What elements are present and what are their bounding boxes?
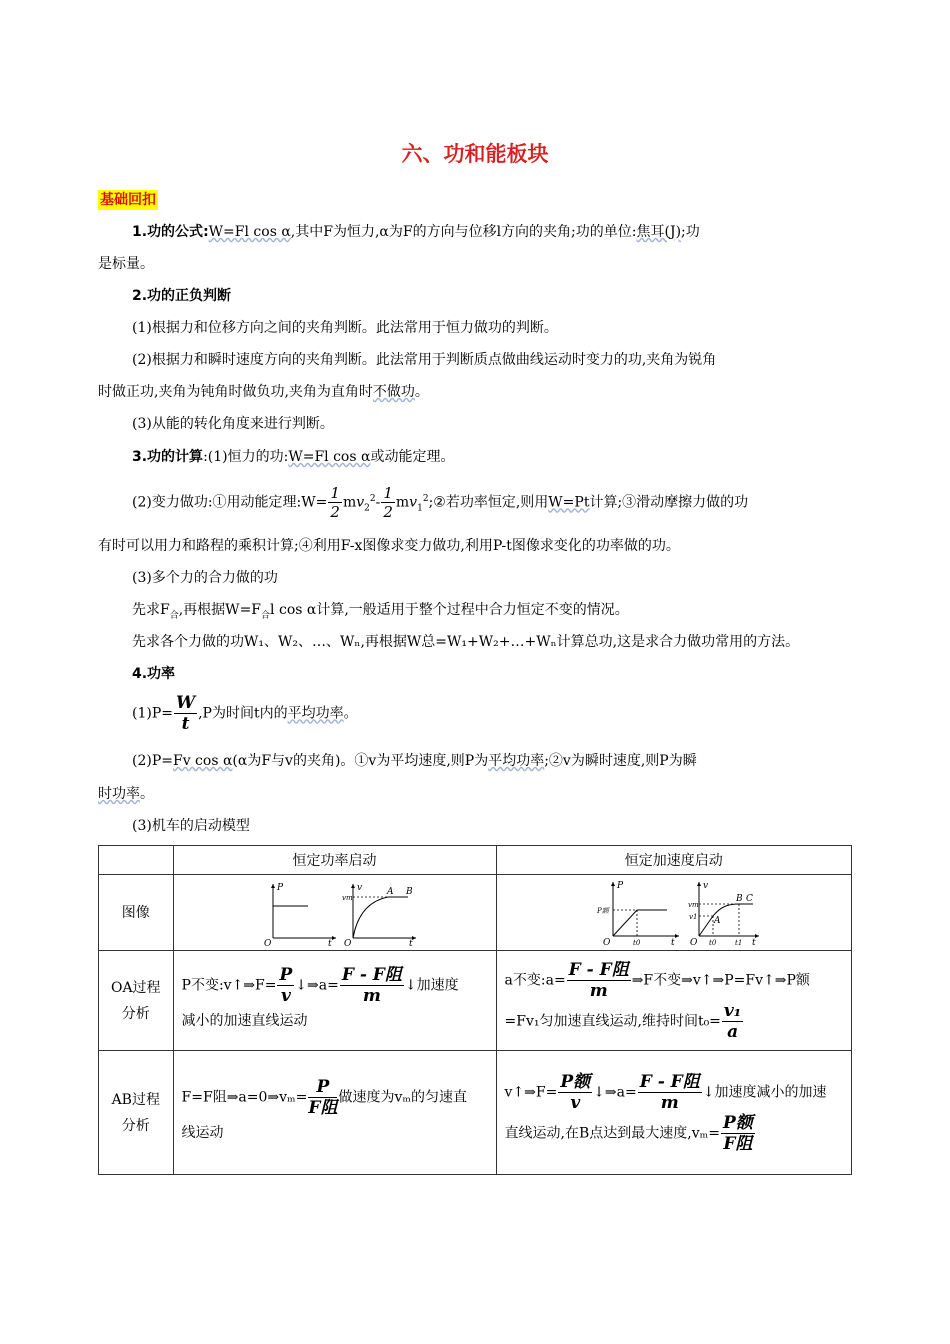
g2-point-b: B [405, 886, 413, 897]
section-badge: 基础回扣 [100, 192, 156, 208]
cell-accel-graphs [496, 875, 851, 951]
accel-graphs-svg [591, 878, 831, 948]
g2-xlabel: t [408, 938, 413, 946]
s4-p2-line2 [98, 783, 858, 805]
g4-vm: vm [687, 900, 699, 909]
ab2-b: ↓⇒a= [593, 1084, 637, 1100]
s4-p2-c: ;②v为瞬时速度,则P为瞬 [544, 753, 697, 769]
g4-point-c: C [745, 893, 753, 904]
power-num: W [175, 693, 196, 713]
s3-sub2: 2 [364, 503, 370, 514]
s1-colon: : [203, 224, 209, 240]
s1-line1 [132, 221, 892, 243]
oa1-line1 [182, 965, 488, 1006]
ab1-vm-frac [308, 1077, 337, 1118]
g1-xlabel: t [327, 938, 332, 946]
cell-power-graphs [173, 875, 496, 951]
g3-origin: O [602, 937, 610, 948]
oa1-force-frac [277, 965, 294, 1006]
col-constant-power: 恒定功率启动 [173, 846, 496, 875]
table-header-row [99, 846, 852, 875]
graph-v-t-accel [688, 881, 759, 948]
oa1-a: P不变:v↑⇒F= [181, 977, 277, 994]
ab2-a: v↑⇒F= [504, 1084, 558, 1100]
ab1-num: P [308, 1077, 337, 1098]
oa2-time-frac [722, 1001, 743, 1042]
s4-p2-a: (2)P= [132, 753, 173, 769]
power-den: t [181, 714, 190, 734]
s3-sub1: 1 [417, 503, 423, 514]
g3-ylabel: P [616, 880, 623, 891]
g3-p-rated: P额 [596, 906, 609, 915]
half-fraction [328, 484, 342, 521]
s4-p2-line2-text: 时功率 [98, 786, 140, 802]
s1-head: 功的公式 [147, 224, 204, 240]
ab2-vm-frac [721, 1113, 755, 1154]
s3-sup2b: 2 [422, 494, 429, 504]
graph-p-t-accel [596, 881, 679, 948]
s4-p2-emph1: 平均功率 [488, 753, 545, 769]
s1-num: 1. [132, 224, 148, 240]
g4-point-a: A [713, 915, 721, 926]
s4-p1 [132, 693, 892, 734]
s3-p4-b: ,再根据W=F [178, 602, 262, 618]
table-row-image [99, 875, 852, 951]
ab2-fnum: P额 [560, 1071, 591, 1092]
ab1-den: F阻 [308, 1098, 338, 1118]
g3-xlabel: t [670, 937, 675, 948]
g4-point-b: B [735, 893, 743, 904]
s3-p3: (3)多个力的合力做的功 [132, 570, 278, 586]
ab2-fden: v [570, 1092, 581, 1113]
table-row-oa [99, 951, 852, 1051]
s3-p2-formula: W=Pt [548, 494, 590, 511]
s3-m2: m [395, 494, 410, 511]
cell-ab-power [173, 1051, 496, 1175]
g4-t0: t0 [708, 938, 716, 947]
g4-origin: O [689, 937, 697, 948]
s3-p5: 先求各个力做的功W₁、W₂、…、Wₙ,再根据W总=W₁+W₂+…+Wₙ计算总功,这是求合力做功常用的方法。 [132, 634, 800, 650]
oa2-line1 [505, 960, 843, 1001]
ab2-vden: F阻 [723, 1133, 753, 1154]
s2-p2b-post: 。 [414, 384, 429, 400]
page-title: 六、功和能板块 [401, 142, 549, 166]
g2-ylabel: v [356, 882, 362, 893]
s2-p2b [98, 381, 858, 403]
ab2-vnum: P额 [722, 1112, 753, 1133]
s3-sup2: 2 [369, 494, 376, 504]
s3-p1-pre: :(1)恒力的功: [203, 449, 289, 465]
table-corner [99, 846, 174, 875]
s3-p2 [132, 480, 892, 527]
frac-num-2: 1 [383, 484, 393, 503]
s4-p2-end: 。 [140, 786, 154, 802]
ab2-accel-frac [638, 1072, 702, 1113]
oa2-accel-frac [567, 960, 631, 1001]
half-fraction-2 [381, 484, 395, 521]
s3-p2-b: ;②若功率恒定,则用 [428, 494, 549, 511]
col-constant-accel: 恒定加速度启动 [496, 846, 851, 875]
ab1-a: F=F阻⇒a=0⇒vₘ= [181, 1089, 308, 1106]
oa1-accel-frac [340, 965, 404, 1006]
oa2-den: m [589, 980, 608, 1001]
ab2-aden: m [660, 1092, 679, 1113]
s3-p4-he2: 合 [261, 610, 271, 621]
frac-num: 1 [330, 484, 340, 503]
s2-head: 2.功的正负判断 [132, 288, 232, 304]
g2-point-a: A [386, 886, 394, 897]
oa2-tnum: v₁ [723, 1000, 742, 1021]
frac-den: 2 [330, 503, 340, 522]
oa1-fden: v [280, 986, 291, 1006]
s3-p1-formula: W=Fl cos α [288, 449, 371, 465]
s4-p1-post: 。 [343, 705, 358, 722]
ab1-line1 [182, 1077, 488, 1118]
s3-p2-line2: 有时可以用力和路程的乘积计算;④利用F-x图像求变力做功,利用P-t图像求变化的功率做的功。 [98, 538, 680, 554]
s4-p1-mid: ,P为时间t内的 [198, 705, 288, 722]
oa1-aden: m [362, 986, 381, 1006]
ab2-line1 [505, 1072, 843, 1113]
s3-p4 [132, 599, 892, 627]
oa1-b: ↓⇒a= [295, 977, 339, 994]
g3-t0: t0 [632, 938, 640, 947]
oa1-line2: 减小的加速直线运动 [181, 1013, 308, 1029]
s1-line2: 是标量。 [98, 256, 154, 272]
cell-oa-power [173, 951, 496, 1051]
s1-tail: ;功 [681, 224, 700, 240]
s2-p2b-pre: 时做正功,夹角为钝角时做负功,夹角为直角时 [98, 384, 373, 400]
g4-t1: t1 [734, 938, 742, 947]
s4-p2 [132, 750, 892, 772]
oa1-anum: F - F阻 [341, 965, 402, 985]
g1-origin: O [263, 938, 271, 946]
s4-p2-b: (α为F与v的夹角)。①v为平均速度,则P为 [232, 753, 489, 769]
s3-minus: - [375, 494, 381, 511]
ab2-c: ↓加速度减小的加速 [702, 1084, 827, 1100]
s3-p4-he: 合 [169, 610, 179, 621]
s3-v: v [356, 494, 365, 511]
row-label-oa: OA过程分析 [99, 951, 174, 1051]
table-row-ab [99, 1051, 852, 1175]
s3-p4-a: 先求F [132, 602, 170, 618]
g1-ylabel: P [276, 882, 283, 893]
s3-p4-c: l cos α计算,一般适用于整个过程中合力恒定不变的情况。 [270, 602, 629, 618]
oa2-line2 [505, 1001, 843, 1042]
graph-v-t-power [342, 883, 416, 946]
s3-p2-c: 计算;③滑动摩擦力做的功 [589, 494, 749, 511]
s2-p2b-emph: 不做功 [372, 384, 415, 400]
s4-p3: (3)机车的启动模型 [132, 818, 250, 834]
oa2-line2-a: =Fv₁匀加速直线运动,维持时间t₀= [504, 1013, 721, 1029]
oa1-c: ↓加速度 [404, 977, 459, 994]
graph-p-t [264, 883, 336, 946]
g2-vm: vm [341, 893, 353, 902]
s1-unit: 焦耳(J) [636, 224, 682, 240]
s4-p1-pre: (1)P= [132, 705, 173, 722]
s3-head: 3.功的计算 [132, 449, 204, 465]
row-label-ab: AB过程分析 [99, 1051, 174, 1175]
oa2-b: ⇒F不变⇒v↑⇒P=Fv↑⇒P额 [631, 972, 810, 988]
oa2-tden: a [727, 1021, 739, 1042]
s3-m: m [342, 494, 357, 511]
power-fraction [174, 693, 197, 734]
g4-v1: v1 [688, 912, 697, 921]
s1-rest: ,其中F为恒力,α为F的方向与位移l方向的夹角;功的单位: [290, 224, 637, 240]
cell-ab-accel [496, 1051, 851, 1175]
s3-p1-post: 或动能定理。 [370, 449, 455, 465]
s4-p1-emph: 平均功率 [287, 705, 344, 722]
s4-head: 4.功率 [132, 666, 176, 682]
s2-p3: (3)从能的转化角度来进行判断。 [132, 416, 334, 432]
power-graphs-svg [258, 880, 488, 946]
s4-p2-formula: Fv cos α [172, 753, 233, 769]
locomotive-start-table [98, 845, 852, 1175]
oa1-fnum: P [279, 965, 293, 985]
ab2-force-frac [558, 1072, 592, 1113]
ab2-anum: F - F阻 [639, 1071, 700, 1092]
frac-den-2: 2 [383, 503, 393, 522]
s2-p1: (1)根据力和位移方向之间的夹角判断。此法常用于恒力做功的判断。 [132, 320, 558, 336]
row-label-image: 图像 [99, 875, 174, 951]
ab2-line2 [505, 1113, 843, 1154]
s3-v2: v [409, 494, 418, 511]
cell-oa-accel [496, 951, 851, 1051]
g2-origin: O [343, 938, 351, 946]
ab2-line2-a: 直线运动,在B点达到最大速度,vₘ= [504, 1125, 720, 1141]
s3-p2-a: (2)变力做功:①用动能定理:W= [132, 494, 328, 511]
s1-formula: W=Fl cos α [208, 224, 291, 240]
s3-p1 [132, 446, 892, 468]
oa2-num: F - F阻 [568, 959, 629, 980]
oa2-a: a不变:a= [504, 972, 566, 988]
g4-xlabel: t [751, 937, 756, 948]
g4-ylabel: v [702, 880, 708, 891]
ab1-b: 做速度为vₘ的匀速直 [338, 1089, 467, 1106]
s2-p2a: (2)根据力和瞬时速度方向的夹角判断。此法常用于判断质点做曲线运动时变力的功,夹角为锐角 [132, 352, 717, 368]
ab1-line2: 线运动 [181, 1125, 224, 1141]
